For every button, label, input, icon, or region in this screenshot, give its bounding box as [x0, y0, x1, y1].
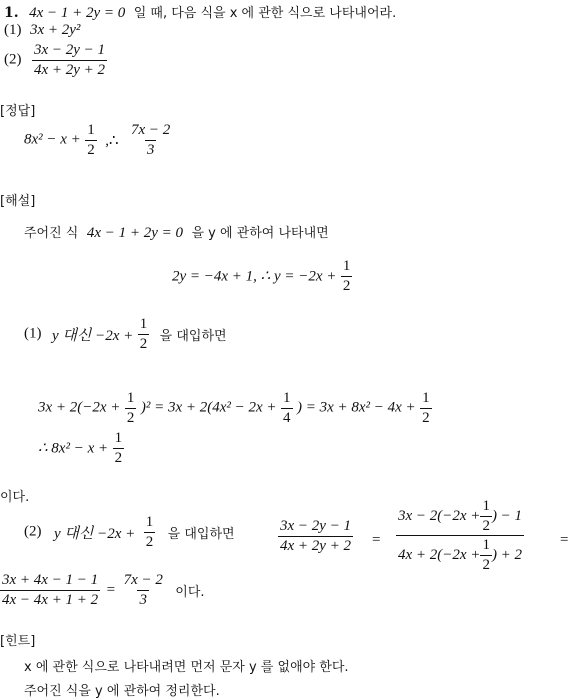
- p2-big-num-b: ) − 1: [491, 507, 523, 524]
- sol-part2-label: (2): [24, 523, 42, 540]
- problem-part2: [4, 42, 107, 78]
- sol-part1-frac-num: 1: [139, 316, 148, 332]
- y-frac-den: 2: [342, 277, 351, 294]
- p2-l2-rden: 3: [139, 591, 147, 608]
- problem-text: 일 때, 다음 식을 x 에 관한 식으로 나타내어라.: [133, 6, 397, 21]
- problem-part1: [4, 22, 80, 39]
- answer1-frac-num: 1: [87, 122, 95, 138]
- p2-lhs-num: 3x − 2y − 1: [280, 518, 352, 534]
- intro-text-1: 주어진 식: [24, 226, 79, 241]
- part2-denominator: 4x + 2y + 2: [33, 61, 106, 78]
- part2-substitution: [24, 514, 235, 550]
- hint-line-1: x 에 관한 식으로 나타내려면 먼저 문자 y 를 없애야 한다.: [24, 660, 349, 675]
- part2-lhs-fraction: [278, 518, 353, 554]
- answer1-expression: 8x² − x +: [24, 131, 81, 148]
- p2-big-num-inner-num: 1: [482, 498, 490, 514]
- answer2-fraction: [129, 122, 172, 158]
- p2-big-frac: [396, 498, 524, 573]
- sol-part2-text-a: y 대신 −2x +: [53, 525, 136, 542]
- sol-part1-fraction: [138, 316, 150, 352]
- p1-eq-frac3-num: 1: [422, 390, 430, 406]
- y-frac-num: 1: [342, 258, 351, 274]
- p1-eq-frac2-num: 1: [283, 390, 291, 406]
- p1-eq-frac3-den: 2: [422, 409, 430, 426]
- p2-lhs-frac: [278, 518, 353, 554]
- problem-statement: [4, 2, 396, 22]
- p2-big-den-inner-frac: [480, 537, 492, 573]
- p2-big-num-inner-den: 2: [482, 517, 490, 534]
- part2-numerator: 3x − 2y − 1: [33, 42, 106, 58]
- hint-label: [힌트]: [0, 634, 36, 649]
- part2-line2: [0, 572, 205, 608]
- part2-label: (2): [4, 51, 22, 68]
- p1-conclusion-den: 2: [114, 449, 123, 466]
- part1-substitution: [24, 316, 227, 352]
- answer-body: [24, 122, 172, 158]
- part1-equation: [38, 390, 432, 426]
- sol-part1-text-a: y 대신 −2x +: [51, 327, 134, 344]
- p2-l2-den: 4x − 4x + 1 + 2: [2, 591, 99, 608]
- p1-eq-a: 3x + 2(−2x +: [38, 399, 121, 416]
- part2-big-fraction: [396, 498, 524, 573]
- y-expression: [172, 258, 352, 294]
- sol-part1-frac-den: 2: [139, 335, 148, 352]
- p2-l2-num: 3x + 4x − 1 − 1: [2, 572, 99, 588]
- p1-eq-frac2: [281, 390, 293, 426]
- part1-end-text: 이다.: [0, 490, 30, 505]
- p2-big-num-inner-frac: [480, 498, 492, 534]
- answer-label: [정답]: [0, 104, 36, 119]
- p2-big-den: [396, 535, 524, 573]
- p2-end-text: 이다.: [175, 584, 205, 600]
- p1-conclusion-num: 1: [114, 430, 123, 446]
- answer1-fraction: [85, 122, 97, 158]
- sol-part1-label: (1): [24, 325, 42, 342]
- p2-l2-rhs-frac: [122, 572, 165, 608]
- sol-part2-frac-num: 1: [145, 514, 154, 530]
- problem-number: 1.: [4, 5, 19, 21]
- p2-l2-equals: =: [106, 581, 116, 598]
- sol-part1-text-b: 을 대입하면: [159, 328, 227, 344]
- answer-separator: ,∴: [105, 132, 119, 149]
- p1-eq-frac2-den: 4: [283, 409, 291, 426]
- part1-label: (1): [4, 22, 22, 38]
- hint-line-2: 주어진 식을 y 에 관하여 정리한다.: [24, 684, 220, 699]
- sol-part2-frac-den: 2: [145, 533, 154, 550]
- part1-conclusion: [38, 430, 124, 466]
- y-expression-fraction: [341, 258, 353, 294]
- part2-equals-1: =: [372, 532, 381, 548]
- p1-eq-frac1-num: 1: [126, 390, 135, 406]
- p1-eq-frac1: [125, 390, 137, 426]
- problem-equation: 4x − 1 + 2y = 0: [29, 5, 126, 21]
- p2-big-den-inner-num: 1: [482, 537, 490, 553]
- answer1-frac-den: 2: [87, 141, 95, 158]
- intro-equation: 4x − 1 + 2y = 0: [86, 225, 184, 241]
- p1-conclusion-fraction: [113, 430, 125, 466]
- p2-lhs-den: 4x + 2y + 2: [280, 537, 352, 554]
- p2-big-den-b: ) + 2: [491, 546, 523, 563]
- answer2-frac-den: 3: [146, 141, 155, 158]
- solution-intro: [24, 222, 329, 242]
- answer2-frac-num: 7x − 2: [130, 122, 171, 138]
- p2-l2-rnum: 7x − 2: [123, 572, 163, 588]
- p2-l2-lhs-frac: [0, 572, 100, 608]
- p1-eq-b: )² = 3x + 2(4x² − 2x +: [140, 399, 277, 416]
- p2-big-den-inner-den: 2: [482, 556, 490, 573]
- p2-big-den-a: 4x + 2(−2x +: [398, 546, 481, 563]
- sol-part2-text-b: 을 대입하면: [167, 526, 235, 542]
- solution-label: [해설]: [0, 194, 36, 209]
- p2-big-num: [396, 498, 524, 535]
- p1-conclusion-text: ∴ 8x² − x +: [38, 440, 109, 457]
- p1-eq-c: ) = 3x + 8x² − 4x +: [296, 399, 416, 416]
- part2-fraction: [32, 42, 107, 78]
- p1-eq-frac1-den: 2: [126, 409, 135, 426]
- intro-text-2: 을 y 에 관하여 나타내면: [191, 226, 329, 241]
- part2-equals-2: =: [560, 532, 569, 548]
- p1-eq-frac3: [420, 390, 432, 426]
- sol-part2-fraction: [144, 514, 156, 550]
- part1-expression: 3x + 2y²: [29, 22, 81, 38]
- y-expression-main: 2y = −4x + 1, ∴ y = −2x +: [172, 268, 337, 285]
- p2-big-num-a: 3x − 2(−2x +: [398, 507, 481, 524]
